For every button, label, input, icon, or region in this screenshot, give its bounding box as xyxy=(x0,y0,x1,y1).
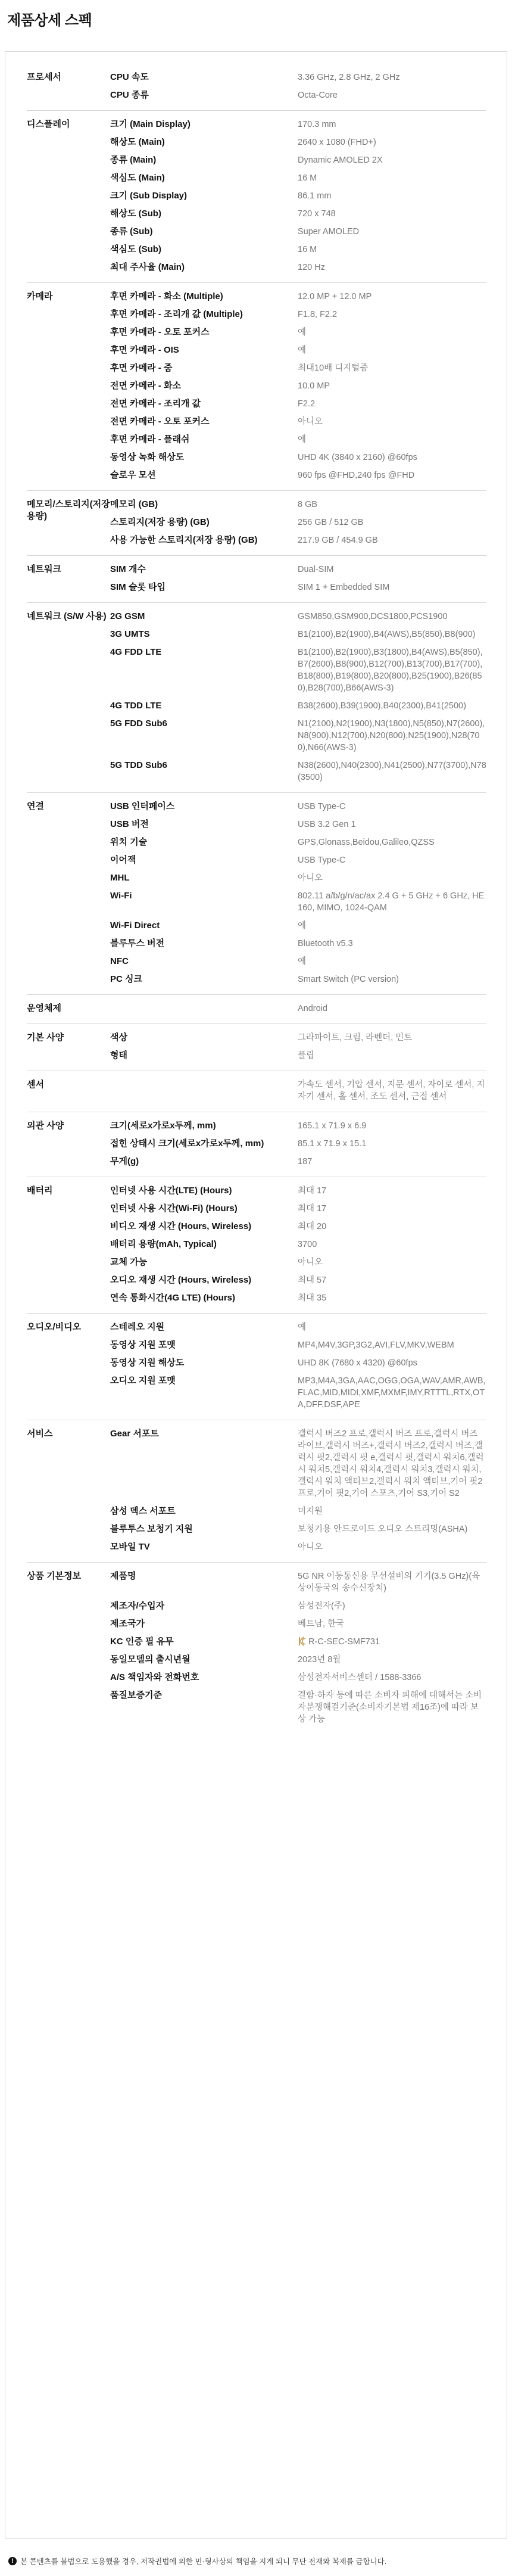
spec-value: 예 xyxy=(298,1323,307,1332)
spec-label xyxy=(110,1003,298,1015)
spec-row xyxy=(110,1218,486,1236)
spec-section xyxy=(27,603,486,793)
spec-label: 후면 카메라 - 조리개 값 (Multiple) xyxy=(110,309,243,319)
spec-value: 아니오 xyxy=(298,873,323,883)
spec-value: 3700 xyxy=(298,1240,317,1249)
spec-label: 메모리 (GB) xyxy=(110,499,158,509)
spec-value: USB Type-C xyxy=(298,855,346,865)
spec-label: 후면 카메라 - OIS xyxy=(110,345,179,355)
spec-section xyxy=(27,111,486,283)
spec-label: 5G FDD Sub6 xyxy=(110,718,167,729)
spec-label: Wi-Fi Direct xyxy=(110,920,160,931)
spec-value: Bluetooth v5.3 xyxy=(298,939,353,948)
spec-row xyxy=(110,466,486,484)
spec-row xyxy=(110,1117,486,1135)
spec-label: 연속 통화시간(4G LTE) (Hours) xyxy=(110,1293,235,1303)
spec-value: 85.1 x 71.9 x 15.1 xyxy=(298,1139,367,1149)
spec-row xyxy=(110,1669,486,1687)
spec-row xyxy=(110,1318,486,1336)
spec-value: 아니오 xyxy=(298,1542,323,1552)
spec-label: 크기 (Main Display) xyxy=(110,119,191,129)
spec-section-title: 연결 xyxy=(27,801,44,811)
spec-row xyxy=(110,1000,486,1018)
spec-section xyxy=(27,1071,486,1112)
spec-row xyxy=(110,1153,486,1171)
spec-value: 삼성전자(주) xyxy=(298,1601,345,1611)
spec-row xyxy=(110,86,486,104)
spec-section-title: 센서 xyxy=(27,1079,44,1090)
spec-value: GSM850,GSM900,DCS1800,PCS1900 xyxy=(298,612,448,621)
spec-row xyxy=(110,1354,486,1372)
spec-value: SIM 1 + Embedded SIM xyxy=(298,583,390,592)
spec-row xyxy=(110,169,486,187)
spec-rows xyxy=(110,288,486,484)
spec-row xyxy=(110,395,486,413)
spec-label: 비디오 재생 시간 (Hours, Wireless) xyxy=(110,1221,252,1231)
spec-row xyxy=(110,288,486,306)
spec-label: 2G GSM xyxy=(110,611,145,621)
spec-label: 종류 (Sub) xyxy=(110,226,153,237)
spec-row xyxy=(110,917,486,935)
spec-row xyxy=(110,323,486,341)
spec-value: 예 xyxy=(298,328,307,337)
spec-value: 예 xyxy=(298,435,307,444)
spec-label: 위치 기술 xyxy=(110,837,148,847)
spec-value: Smart Switch (PC version) xyxy=(298,975,399,984)
spec-row xyxy=(110,626,486,643)
spec-section xyxy=(27,1314,486,1420)
spec-section xyxy=(27,1177,486,1314)
spec-section-title: 네트워크 (S/W 사용) xyxy=(27,611,107,621)
spec-value: 아니오 xyxy=(298,1258,323,1267)
spec-label xyxy=(110,1079,298,1103)
spec-row xyxy=(110,413,486,431)
spec-value: 2023년 8월 xyxy=(298,1655,341,1665)
spec-label: 품질보증기준 xyxy=(110,1690,162,1700)
spec-value: MP4,M4V,3GP,3G2,AVI,FLV,MKV,WEBM xyxy=(298,1340,454,1350)
spec-label: 전면 카메라 - 화소 xyxy=(110,381,181,391)
spec-row xyxy=(110,496,486,514)
spec-value: 결함·하자 등에 따른 소비자 피해에 대해서는 소비자분쟁해결기준(소비자기본법 제16조)에 따라 보상 가능 xyxy=(298,1691,482,1724)
spec-label: 무게(g) xyxy=(110,1156,139,1166)
spec-section-title: 메모리/스토리지(저장 용량) xyxy=(27,499,110,521)
spec-label: 색상 xyxy=(110,1032,127,1043)
spec-section-title: 카메라 xyxy=(27,291,53,301)
spec-section xyxy=(27,1420,486,1563)
spec-row xyxy=(110,1200,486,1218)
spec-label: 동영상 지원 포맷 xyxy=(110,1340,176,1350)
spec-label: CPU 종류 xyxy=(110,90,149,100)
spec-label: 이어잭 xyxy=(110,855,136,865)
spec-section xyxy=(27,1112,486,1177)
spec-value: 예 xyxy=(298,921,307,931)
spec-row xyxy=(110,1076,486,1106)
spec-value: 10.0 MP xyxy=(298,381,330,391)
spec-value-text: R-C-SEC-SMF731 xyxy=(308,1637,380,1647)
spec-row xyxy=(110,1687,486,1728)
spec-label: 후면 카메라 - 플래쉬 xyxy=(110,434,190,444)
spec-section-title: 배터리 xyxy=(27,1186,53,1196)
spec-value: B38(2600),B39(1900),B40(2300),B41(2500) xyxy=(298,701,466,711)
spec-label: CPU 속도 xyxy=(110,72,149,82)
spec-section-title: 프로세서 xyxy=(27,72,61,82)
spec-row xyxy=(110,514,486,531)
spec-row xyxy=(110,69,486,86)
spec-section xyxy=(27,1024,486,1071)
spec-value: 최대10배 디지털줌 xyxy=(298,363,369,373)
page-title: 제품상세 스펙 xyxy=(7,13,92,29)
spec-value: 802.11 a/b/g/n/ac/ax 2.4 G + 5 GHz + 6 GHz, HE160, MIMO, 1024-QAM xyxy=(298,891,485,913)
spec-label: 4G TDD LTE xyxy=(110,701,162,711)
spec-value: 187 xyxy=(298,1157,313,1166)
spec-rows xyxy=(110,1182,486,1307)
spec-row xyxy=(110,1615,486,1633)
spec-value: 가속도 센서, 기압 센서, 지문 센서, 자이로 센서, 지자기 센서, 홀 센서, 조도 센서, 근접 센서 xyxy=(298,1080,485,1102)
spec-section xyxy=(27,283,486,491)
spec-row xyxy=(110,306,486,323)
spec-section xyxy=(27,995,486,1024)
spec-row xyxy=(110,151,486,169)
spec-value: 12.0 MP + 12.0 MP xyxy=(298,292,372,301)
spec-row xyxy=(110,1271,486,1289)
spec-value: Octa-Core xyxy=(298,91,338,100)
spec-rows xyxy=(110,1029,486,1065)
spec-row xyxy=(110,1289,486,1307)
spec-row xyxy=(110,1633,486,1651)
spec-rows xyxy=(110,608,486,786)
spec-value: B1(2100),B2(1900),B4(AWS),B5(850),B8(900) xyxy=(298,630,476,639)
spec-value: 720 x 748 xyxy=(298,209,336,219)
spec-value: UHD 8K (7680 x 4320) @60fps xyxy=(298,1358,417,1368)
spec-value: 170.3 mm xyxy=(298,120,336,129)
spec-label: 삼성 덱스 서포트 xyxy=(110,1506,176,1516)
spec-label: SIM 개수 xyxy=(110,564,146,574)
spec-label: 접힌 상태시 크기(세로x가로x두께, mm) xyxy=(110,1138,264,1149)
spec-value: GPS,Glonass,Beidou,Galileo,QZSS xyxy=(298,838,435,847)
spec-value: USB Type-C xyxy=(298,802,346,811)
spec-row xyxy=(110,1047,486,1065)
spec-rows xyxy=(110,1567,486,1728)
spec-value: 2640 x 1080 (FHD+) xyxy=(298,138,376,147)
spec-value: 960 fps @FHD,240 fps @FHD xyxy=(298,471,415,480)
spec-row xyxy=(110,851,486,869)
spec-row xyxy=(110,205,486,223)
spec-row xyxy=(110,608,486,626)
spec-section-title: 기본 사양 xyxy=(27,1032,64,1043)
spec-value: 플립 xyxy=(298,1051,315,1060)
spec-value xyxy=(298,1636,486,1648)
spec-value: 16 M xyxy=(298,173,317,183)
spec-row xyxy=(110,816,486,833)
spec-label: 색심도 (Main) xyxy=(110,173,165,183)
spec-value: 최대 17 xyxy=(298,1204,327,1214)
spec-label: NFC xyxy=(110,956,129,966)
spec-label: Gear 서포트 xyxy=(110,1429,159,1439)
spec-value: F1.8, F2.2 xyxy=(298,310,338,319)
spec-value: 최대 57 xyxy=(298,1275,327,1285)
spec-label: MHL xyxy=(110,873,130,883)
spec-row xyxy=(110,1538,486,1556)
spec-label: A/S 책임자와 전화번호 xyxy=(110,1672,199,1682)
spec-label: 종류 (Main) xyxy=(110,155,157,165)
spec-label: USB 인터페이스 xyxy=(110,801,175,811)
spec-label: 5G TDD Sub6 xyxy=(110,760,167,770)
spec-section-title: 디스플레이 xyxy=(27,119,70,129)
spec-value: N38(2600),N40(2300),N41(2500),N77(3700),N78(3500) xyxy=(298,761,486,782)
spec-value: 217.9 GB / 454.9 GB xyxy=(298,536,378,545)
spec-row xyxy=(110,833,486,851)
spec-row xyxy=(110,1182,486,1200)
spec-section-title: 상품 기본정보 xyxy=(27,1571,82,1581)
spec-section-title: 네트워크 xyxy=(27,564,61,574)
spec-label: 해상도 (Main) xyxy=(110,137,165,147)
spec-value: 예 xyxy=(298,957,307,966)
spec-label: 인터넷 사용 시간(Wi-Fi) (Hours) xyxy=(110,1203,238,1214)
spec-label: 교체 가능 xyxy=(110,1257,148,1267)
spec-row xyxy=(110,1236,486,1253)
spec-label: 오디오 지원 포맷 xyxy=(110,1376,176,1386)
spec-label: 스토리지(저장 용량) (GB) xyxy=(110,517,210,527)
spec-value: 갤럭시 버즈2 프로,갤럭시 버즈 프로,갤럭시 버즈 라이브,갤럭시 버즈+,갤럭시 버즈2,갤럭시 버즈,갤럭시 핏2,갤럭시 핏 e,갤럭시 핏,갤럭시 워치6,갤럭시 워치5,갤럭시 워치4,갤럭시 워치3,갤럭시 워치,갤럭시 워치 액티브2,갤럭시 워치 액티브,기어 핏2 프로,기어 핏2,기어 스포츠,기어 S3,기어 S2 xyxy=(298,1429,484,1498)
spec-label: 전면 카메라 - 조리개 값 xyxy=(110,399,201,409)
spec-label: KC 인증 필 유무 xyxy=(110,1637,174,1647)
spec-rows xyxy=(110,1076,486,1106)
spec-section-title: 오디오/비디오 xyxy=(27,1322,82,1332)
spec-label: 전면 카메라 - 오토 포커스 xyxy=(110,416,210,427)
spec-value: 최대 35 xyxy=(298,1293,327,1303)
spec-section xyxy=(27,556,486,603)
spec-value: 최대 20 xyxy=(298,1222,327,1231)
spec-row xyxy=(110,377,486,395)
spec-row xyxy=(110,1651,486,1669)
spec-row xyxy=(110,1029,486,1047)
spec-label: 슬로우 모션 xyxy=(110,470,156,480)
spec-label: 동일모델의 출시년월 xyxy=(110,1654,191,1665)
spec-label: 크기(세로x가로x두께, mm) xyxy=(110,1121,216,1131)
spec-row xyxy=(110,970,486,988)
spec-label: 블루투스 보청기 지원 xyxy=(110,1524,193,1534)
spec-label: PC 싱크 xyxy=(110,974,142,984)
spec-label: 후면 카메라 - 화소 (Multiple) xyxy=(110,291,223,301)
spec-label: 블루투스 버전 xyxy=(110,938,165,948)
spec-label: 형태 xyxy=(110,1050,127,1060)
spec-section xyxy=(27,64,486,111)
spec-label: 동영상 녹화 해상도 xyxy=(110,452,185,462)
spec-row xyxy=(110,757,486,786)
page-header xyxy=(0,0,512,44)
spec-row xyxy=(110,1502,486,1520)
spec-rows xyxy=(110,1000,486,1018)
spec-rows xyxy=(110,116,486,276)
spec-row xyxy=(110,223,486,241)
spec-label: 배터리 용량(mAh, Typical) xyxy=(110,1239,217,1249)
spec-row xyxy=(110,259,486,276)
spec-value: B1(2100),B2(1900),B3(1800),B4(AWS),B5(850),B7(2600),B8(900),B12(700),B13(700),B17(700),B18(800),B19(800),B20(800),B25(1900),B26(850),B28(700),B66(AWS-3) xyxy=(298,648,483,693)
spec-row xyxy=(110,798,486,816)
spec-row xyxy=(110,953,486,970)
spec-label: 모바일 TV xyxy=(110,1542,150,1552)
spec-value: USB 3.2 Gen 1 xyxy=(298,820,356,829)
spec-label: 스테레오 지원 xyxy=(110,1322,165,1332)
spec-row xyxy=(110,935,486,953)
spec-row xyxy=(110,531,486,549)
spec-label: 색심도 (Sub) xyxy=(110,244,161,254)
spec-value: MP3,M4A,3GA,AAC,OGG,OGA,WAV,AMR,AWB,FLAC,MID,MIDI,XMF,MXMF,IMY,RTTTL,RTX,OTA,DFF,DSF,APE xyxy=(298,1376,486,1410)
spec-row xyxy=(110,643,486,697)
spec-label: 후면 카메라 - 줌 xyxy=(110,363,173,373)
spec-row xyxy=(110,1597,486,1615)
spec-section-title: 외관 사양 xyxy=(27,1121,64,1131)
spec-row xyxy=(110,449,486,466)
spec-section xyxy=(27,491,486,556)
spec-value: 16 M xyxy=(298,245,317,254)
spec-section xyxy=(27,793,486,995)
spec-value: F2.2 xyxy=(298,399,316,409)
spec-rows xyxy=(110,561,486,596)
spec-value: 165.1 x 71.9 x 6.9 xyxy=(298,1121,367,1131)
spec-label: 인터넷 사용 시간(LTE) (Hours) xyxy=(110,1186,232,1196)
spec-label: 4G FDD LTE xyxy=(110,647,162,657)
spec-label: Wi-Fi xyxy=(110,891,132,901)
spec-label: 동영상 지원 해상도 xyxy=(110,1358,185,1368)
spec-value: N1(2100),N2(1900),N3(1800),N5(850),N7(2600),N8(900),N12(700),N20(800),N25(1900),N28(700),N66(AWS-3) xyxy=(298,719,485,752)
spec-rows xyxy=(110,1117,486,1171)
spec-value: 3.36 GHz, 2.8 GHz, 2 GHz xyxy=(298,73,400,82)
spec-value: 256 GB / 512 GB xyxy=(298,518,364,527)
spec-row xyxy=(110,697,486,715)
spec-value: 8 GB xyxy=(298,500,318,509)
spec-row xyxy=(110,869,486,887)
spec-label: 후면 카메라 - 오토 포커스 xyxy=(110,327,210,337)
spec-label: 최대 주사율 (Main) xyxy=(110,262,185,272)
spec-section-title: 운영체제 xyxy=(27,1003,61,1013)
spec-row xyxy=(110,241,486,259)
spec-value: 예 xyxy=(298,346,307,355)
spec-value: Dynamic AMOLED 2X xyxy=(298,155,383,165)
spec-row xyxy=(110,1135,486,1153)
spec-row xyxy=(110,887,486,917)
spec-row xyxy=(110,1425,486,1502)
spec-rows xyxy=(110,1425,486,1556)
spec-label: 3G UMTS xyxy=(110,629,150,639)
spec-value: 아니오 xyxy=(298,417,323,427)
spec-value: Android xyxy=(298,1004,327,1013)
spec-label: 제조국가 xyxy=(110,1619,145,1629)
spec-value: 그라파이트, 크림, 라벤더, 민트 xyxy=(298,1033,413,1043)
spec-row xyxy=(110,431,486,449)
spec-rows xyxy=(110,1318,486,1414)
spec-value: UHD 4K (3840 x 2160) @60fps xyxy=(298,453,417,462)
spec-section xyxy=(27,1563,486,1734)
spec-value: 5G NR 이동통신용 무선설비의 기기(3.5 GHz)(육상이동국의 송수신장치) xyxy=(298,1572,480,1593)
spec-label: 크기 (Sub Display) xyxy=(110,191,187,201)
copyright-notice xyxy=(8,2556,386,2566)
spec-value: 베트남, 한국 xyxy=(298,1619,345,1629)
spec-label: 사용 가능한 스토리지(저장 용량) (GB) xyxy=(110,535,258,545)
spec-rows xyxy=(110,798,486,988)
spec-value: 보청기용 안드로이드 오디오 스트리밍(ASHA) xyxy=(298,1525,468,1534)
spec-table xyxy=(5,51,507,2539)
spec-label: 제조자/수입자 xyxy=(110,1601,165,1611)
spec-value: 최대 17 xyxy=(298,1186,327,1196)
spec-label: SIM 슬롯 타입 xyxy=(110,582,166,592)
warning-icon: ! xyxy=(8,2557,17,2565)
kc-cert-icon xyxy=(298,1637,306,1646)
spec-value: 미지원 xyxy=(298,1507,323,1516)
spec-value: Super AMOLED xyxy=(298,227,360,237)
spec-row xyxy=(110,116,486,133)
spec-value: 120 Hz xyxy=(298,263,325,272)
spec-row xyxy=(110,1520,486,1538)
spec-label: 제품명 xyxy=(110,1571,136,1581)
spec-row xyxy=(110,1336,486,1354)
copyright-text: 본 콘텐츠를 불법으로 도용했을 경우, 저작권법에 의한 민·형사상의 책임을 지게 되니 무단 전재와 복제를 금합니다. xyxy=(20,2558,387,2566)
spec-row xyxy=(110,133,486,151)
spec-row xyxy=(110,561,486,578)
spec-section-title: 서비스 xyxy=(27,1429,53,1439)
spec-row xyxy=(110,1372,486,1414)
spec-label: USB 버전 xyxy=(110,819,149,829)
spec-value: 삼성전자서비스센터 / 1588-3366 xyxy=(298,1673,422,1682)
spec-label: 오디오 재생 시간 (Hours, Wireless) xyxy=(110,1275,252,1285)
spec-row xyxy=(110,341,486,359)
spec-label: 해상도 (Sub) xyxy=(110,209,161,219)
spec-row xyxy=(110,1567,486,1597)
spec-row xyxy=(110,359,486,377)
spec-value: 86.1 mm xyxy=(298,191,332,201)
spec-row xyxy=(110,578,486,596)
spec-row xyxy=(110,187,486,205)
spec-rows xyxy=(110,496,486,549)
spec-value: Dual-SIM xyxy=(298,565,334,574)
spec-row xyxy=(110,1253,486,1271)
spec-rows xyxy=(110,69,486,104)
spec-row xyxy=(110,715,486,757)
